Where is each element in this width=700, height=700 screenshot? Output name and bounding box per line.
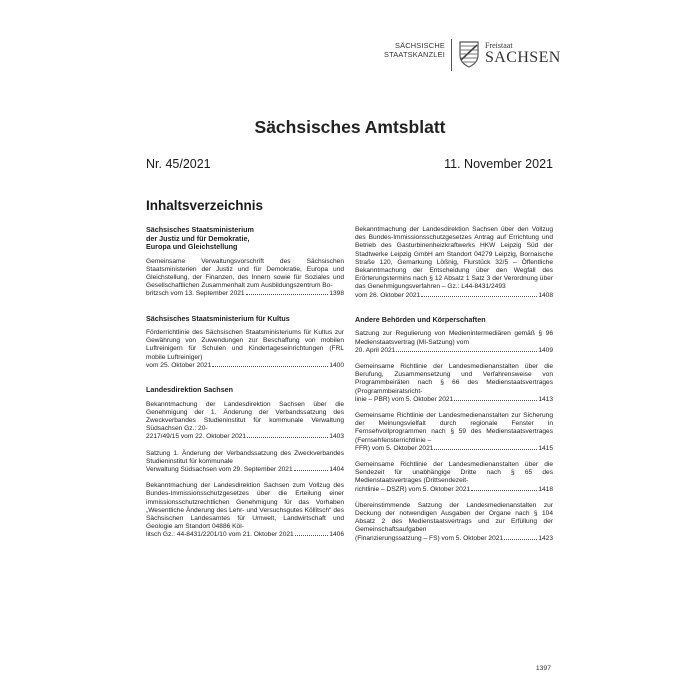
page-ref: 1404 [329, 465, 344, 473]
leader-dots [294, 470, 329, 471]
toc-entry[interactable] [146, 482, 344, 539]
entry-text: Übereinstimmende Satzung der Landesmedienanstalten zur Deckung der notwendigen Ausgaben der Organe nach § 104 Absatz 2 des Medienstaatsvertrags und zur Erfüllung der Gemeinschaftsaufgaben [355, 501, 553, 534]
leader-dots [471, 490, 537, 491]
toc-left-column [146, 226, 344, 548]
issue-date: 11. November 2021 [444, 157, 553, 171]
logo-divider [451, 39, 452, 71]
entry-text: Förderrichtlinie des Sächsischen Staatsministeriums für Kultus zur Gewährung von Zuwendungen zur Beschaffung von mobilen Luftreinigern für Schulen und Kindertageseinrichtungen (FRL mobile Luftreiniger) [146, 329, 344, 361]
sachsen-label: SACHSEN [485, 49, 561, 66]
entry-text: Gemeinsame Richtlinie der Landesmedienanstalten über die Sendezeit für unabhängige Dritte nach § 65 des Medienstaatsvertrages (Drittsendezeit- [355, 460, 553, 485]
page-ref: 1409 [538, 346, 553, 354]
entry-last-text: FFR) vom 5. Oktober 2021 [355, 444, 434, 452]
toc-entry[interactable] [146, 401, 344, 442]
entry-last-text: litsch Gz.: 44-8431/2201/10 vom 21. Oktober 2021 [146, 531, 294, 539]
entry-last-line [146, 362, 344, 370]
section-heading: Sächsisches Staatsministerium für Kultus [146, 313, 290, 323]
page-ref: 1403 [329, 433, 344, 441]
page-ref: 1398 [329, 290, 344, 298]
leader-dots [396, 351, 537, 352]
leader-dots [434, 449, 537, 450]
entry-text: Gemeinsame Richtlinie der Landesmedienanstalten über die Berufung, Zusammensetzung und Verfahrensweise von Programmbeiräten nach § 66 des Medienstaatsvertrages (Programmbeiratsricht- [355, 362, 553, 395]
entry-text: Bekanntmachung der Landesdirektion Sachsen über die Genehmigung der 1. Änderung der Verbandssatzung des Zweckverbandes Studieninstitut für kommunale Verwaltung Südsachsen Gz.: 20- [146, 400, 344, 433]
toc-entry[interactable] [146, 329, 344, 370]
entry-text: Satzung 1. Änderung der Verbandssatzung des Zweckverbandes Studieninstitut für kommunale [146, 449, 344, 465]
entry-text: Gemeinsame Verwaltungsvorschrift des Sächsischen Staatsministerien der Justiz und für Demokratie, Europa und Gleichstellung, der Finanzen, des Innern sowie für Soziales und Gesellschaftlichen Zusammenhalt zum Ausbildungszentrum Bo- [146, 257, 344, 290]
entry-last-text: (Finanzierungssatzung – FS) vom 5. Oktober 2021 [355, 534, 504, 542]
toc-right-column [355, 226, 553, 551]
entry-last-text: vom 25. Oktober 2021 [146, 361, 212, 369]
issue-number: Nr. 45/2021 [146, 157, 211, 171]
entry-text: Bekanntmachung der Landesdirektion Sachsen über den Vollzug des Bundes-Immissionsschutzgesetzes Antrag auf Errichtung und Betrieb des Gasturbinenheizkraftwerks HKW Leipzig Süd der Stadtwerke Leipzig GmbH am Standort 04279 Leipzig, Bornaische Straße 120, Gemarkung Lößnig, Flurstück 32/5 – Öffentliche Bekanntmachung der Entscheidung über den Wegfall des Erörterungstermins nach § 12 Absatz 1 Satz 3 der Verordnung über das Genehmigungsverfahren – Gz.: L44-8431/2493 [355, 226, 553, 291]
leader-dots [247, 437, 328, 438]
entry-text: Gemeinsame Richtlinie der Landesmedienanstalten zur Sicherung der Meinungsvielfalt durch regionale Fenster in Fernsehvollprogrammen nach § 59 des Medienstaatsvertrages (Fernsehfensterrichtlinie – [355, 411, 553, 444]
toc-entry[interactable] [355, 502, 553, 543]
toc-entry[interactable] [355, 226, 553, 300]
entry-last-line [146, 531, 344, 539]
leader-dots [421, 296, 537, 297]
toc-entry[interactable] [146, 258, 344, 299]
entry-text: Satzung zur Regulierung von Medienintermediären gemäß § 96 Medienstaatsvertrag (MI-Satzung) vom [355, 330, 553, 346]
saxony-coat-of-arms-icon [458, 40, 480, 68]
toc-heading: Inhaltsverzeichnis [146, 198, 264, 213]
entry-last-line [146, 466, 344, 474]
toc-entry[interactable] [355, 330, 553, 355]
entry-text: Bekanntmachung der Landesdirektion Sachsen zum Vollzug des Bundes-Immissionsschutzgesetzes über die Erteilung einer immissionsschutzrechtlichen Genehmigung für das Vorhaben „Wesentliche Änderung des Lehr- und Versuchsgutes Köllitsch“ des Sächsischen Landesamtes für Umwelt, Landwirtschaft und Geologie am Standort 04886 Köl- [146, 482, 344, 531]
section-heading: Sächsisches Staatsministerium der Justiz und für Demokratie, Europa und Gleichstellung [146, 225, 254, 251]
page-ref: 1408 [538, 291, 553, 299]
page-ref: 1415 [538, 444, 553, 452]
leader-dots [295, 535, 329, 536]
entry-last-text: britzsch vom 13. September 2021 [146, 290, 245, 298]
page-ref: 1413 [538, 395, 553, 403]
freistaat-label: Freistaat [485, 41, 513, 50]
entry-last-line [355, 445, 553, 453]
leader-dots [454, 400, 537, 401]
leader-dots [212, 366, 328, 367]
entry-last-text: linie – PBR) vom 5. Oktober 2021 [355, 395, 454, 403]
page-ref: 1406 [329, 531, 344, 539]
entry-last-line [355, 347, 553, 355]
entry-last-text: vom 26. Oktober 2021 [355, 291, 421, 299]
staatskanzlei-logo [377, 41, 445, 59]
entry-last-line [355, 292, 553, 300]
toc-entry[interactable] [355, 412, 553, 453]
publication-title: Sächsisches Amtsblatt [254, 117, 446, 137]
page-ref: 1400 [329, 361, 344, 369]
page-ref: 1423 [538, 534, 553, 542]
entry-last-text: 2217/49/15 vom 22. Oktober 2021 [146, 433, 247, 441]
entry-last-line [355, 486, 553, 494]
entry-last-text: Verwaltung Südsachsen vom 29. September 2021 [146, 465, 293, 473]
entry-last-line [146, 433, 344, 441]
leader-dots [246, 294, 329, 295]
page-number: 1397 [535, 665, 551, 672]
entry-last-line [355, 396, 553, 404]
staatskanzlei-logo-line-1: SÄCHSISCHE [394, 41, 445, 50]
section-heading: Andere Behörden und Körperschaften [355, 314, 486, 324]
section-heading: Landesdirektion Sachsen [146, 385, 234, 395]
entry-last-text: richtlinie – DSZR) vom 5. Oktober 2021 [355, 485, 471, 493]
entry-last-line [355, 535, 553, 543]
page-ref: 1418 [538, 485, 553, 493]
toc-entry[interactable] [355, 363, 553, 404]
staatskanzlei-logo-line-2: STAATSKANZLEI [383, 50, 445, 59]
entry-last-text: 20. April 2021 [355, 346, 396, 354]
toc-entry[interactable] [146, 450, 344, 475]
entry-last-line [146, 290, 344, 298]
toc-entry[interactable] [355, 461, 553, 494]
leader-dots [504, 539, 537, 540]
